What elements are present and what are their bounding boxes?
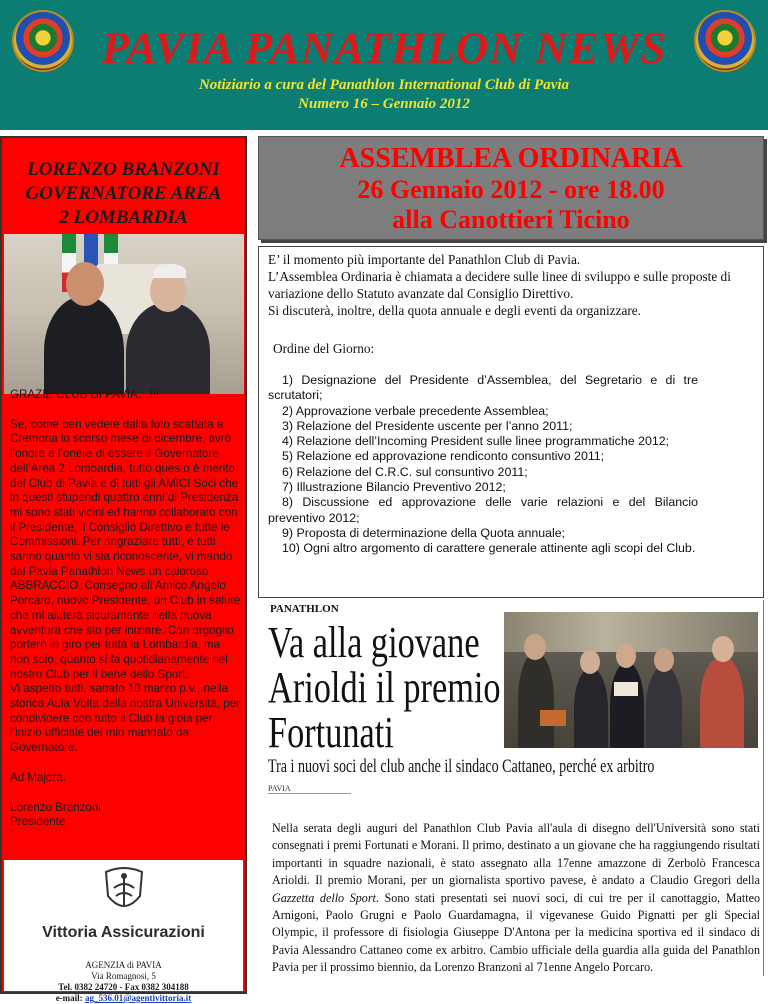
governor-letter — [10, 388, 242, 830]
governor-title-line: GOVERNATORE AREA — [25, 183, 222, 204]
intro-line: L’Assemblea Ordinaria è chiamata a decidere sulle linee di sviluppo e sulle proposte di variazione dello Statuto avanzate dal Consiglio Direttivo. — [268, 269, 731, 301]
headline-line: Va alla giovane — [268, 618, 480, 667]
governor-handshake-photo — [4, 234, 244, 394]
agenda-item: 1) Designazione del Presidente d’Assemblea, del Segretario e di tre scrutatori; — [268, 373, 698, 403]
agenda-item: 5) Relazione ed approvazione rendiconto consuntivo 2011; — [282, 449, 605, 464]
agenda-item: 7) Illustrazione Bilancio Preventivo 2012; — [282, 480, 506, 495]
ad-email-link[interactable]: ag_536.01@agentivittoria.it — [84, 993, 192, 1003]
clipping-article-body — [272, 820, 760, 977]
article-text: Nella serata degli auguri del Panathlon Club Pavia all'aula di disegno dell'Università sono stati consegnati i premi Fortunati e Morani. Il primo, destinato a un giovane che ha raggiungendo risultati importanti in squadre nazionali, è stato assegnato alla 17enne amazzone di Zerbolò Francesca Arioldi. Il premio Morani, per un giornalista sportivo pavese, è andato a Claudio Gregori della — [272, 821, 760, 888]
governor-title-line: LORENZO BRANZONI — [27, 159, 220, 180]
agenda-item: 4) Relazione dell’Incoming President sulle linee programmatiche 2012; — [282, 434, 670, 449]
ad-contact-block — [4, 960, 243, 1004]
masthead — [0, 0, 768, 130]
agenda-item: 3) Relazione del Presidente uscente per l’anno 2011; — [282, 418, 573, 433]
signature-role: Presidente — [10, 815, 66, 829]
ad-address: Via Romagnosi, 5 — [91, 971, 156, 981]
governor-column — [0, 136, 247, 1003]
headline-line: Arioldi il premio — [268, 663, 501, 712]
article-text-continued: . Sono stati presentati sei nuovi soci, di cui tre per il canottaggio, Matteo Arnigoni, Paolo Grugni e Paolo Guardamagna, il vigevanese Guido Pignatti per gli Special Olympic, il professore di fisiologia Giuseppe D'Antona per la medicina sportiva ed il sindaco di Pavia Alessandro Cattaneo come ex arbitro. Cambio ufficiale della guardia alla guida del Panathlon Pavia per il prossimo biennio, da Lorenzo Branzoni al 71enne Angelo Porcaro. — [272, 890, 760, 975]
agenda-item: 8) Discussione ed approvazione delle varie relazioni e del Bilancio preventivo 2012; — [268, 495, 698, 525]
ad-brand-name: Vittoria Assicurazioni — [42, 924, 205, 941]
agenda-heading: Ordine del Giorno: — [273, 341, 375, 356]
governor-title — [2, 158, 245, 230]
clipping-headline — [268, 620, 502, 755]
agenda-item: 9) Proposta di determinazione della Quota annuale; — [282, 525, 566, 540]
assembly-intro — [268, 251, 760, 319]
ad-email-label: e-mail: — [55, 993, 83, 1003]
letter-invitation: Vi aspetto tutti, sabato 10 marzo p.v., nella storica Aula Volta della nostra Università, per condividere con tutto il Club la gioia per l’inizio ufficiale del mio mandato da Governatore. — [10, 682, 241, 755]
agenda-item: 2) Approvazione verbale precedente Assemblea; — [282, 403, 549, 418]
clipping-kicker: PANATHLON — [270, 603, 339, 615]
vittoria-advertisement — [4, 860, 243, 1003]
award-ceremony-photo — [504, 612, 758, 748]
ad-agency: AGENZIA di PAVIA — [85, 960, 162, 970]
greeting: GRAZIE CLUB DI PAVIA…!!! — [10, 388, 160, 401]
intro-line: Si discuterà, inoltre, della quota annuale e degli eventi da organizzare. — [268, 303, 642, 318]
press-clipping — [258, 600, 764, 976]
newsletter-subtitle: Notiziario a cura del Panathlon International Club di Pavia — [198, 77, 570, 93]
headline-line: Fortunati — [268, 708, 394, 757]
vittoria-emblem-icon — [102, 866, 146, 916]
assembly-banner — [258, 136, 764, 240]
newspaper-name: Gazzetta dello Sport — [272, 890, 376, 905]
assembly-date: 26 Gennaio 2012 - ore 18.00 — [357, 175, 665, 204]
intro-line: E’ il momento più importante del Panathlon Club di Pavia. — [268, 252, 581, 267]
letter-body: Se, come ben vedete dalla foto scattata a Cremona lo scorso mese di dicembre, avrò l’onore e l’onere di essere il Governatore dell’Area 2 Lombardia, tutto questo è merito del Club di Pavia e di tutti gli AMICI Soci che in questi stupendi quattro anni di Presidenza mi sono stati vicini ed hanno collaborato con il Presidente, il Consiglio Direttivo e tutte le Commissioni. Per ringraziare tutti, e tutti sanno quanto vi sia riconoscente, vi mando dal Pavia Panathlon News un caloroso ABBRACCIO. Consegno all’Amico Angelo Porcaro, nuovo Presidente, un Club in salute che mi aiuterà sicuramente nella nuova avventura che sto per iniziare. Con orgoglio porterò in giro per tutta la Lombardia, ma non solo, quanto si fa quotidianamente nel nostro Club per il bene dello Sport. — [10, 417, 241, 681]
signature-name: Lorenzo Branzoni — [10, 800, 101, 814]
issue-number: Numero 16 – Gennaio 2012 — [298, 96, 470, 112]
ad-phones: Tel. 0382 24720 - Fax 0382 304188 — [58, 982, 189, 992]
assembly-venue: alla Canottieri Ticino — [392, 205, 630, 234]
panathlon-logo-right — [694, 10, 756, 72]
clipping-subhead: Tra i nuovi soci del club anche il sindaco Cattaneo, perché ex arbitro — [268, 756, 655, 777]
agenda-item: 10) Ogni altro argomento di carattere generale attinente agli scopi del Club. — [282, 541, 696, 556]
ad-email-line — [4, 993, 243, 1004]
agenda-list — [268, 373, 698, 557]
clipping-dateline: PAVIA — [268, 784, 351, 794]
assembly-title: ASSEMBLEA ORDINARIA — [339, 143, 683, 174]
letter-closing: Ad Majora. — [10, 770, 67, 784]
governor-title-line: 2 LOMBARDIA — [59, 207, 188, 228]
assembly-notice — [258, 246, 764, 598]
agenda-item: 6) Relazione del C.R.C. sul consuntivo 2011; — [282, 464, 528, 479]
newsletter-title: PAVIA PANATHLON NEWS — [101, 23, 667, 73]
